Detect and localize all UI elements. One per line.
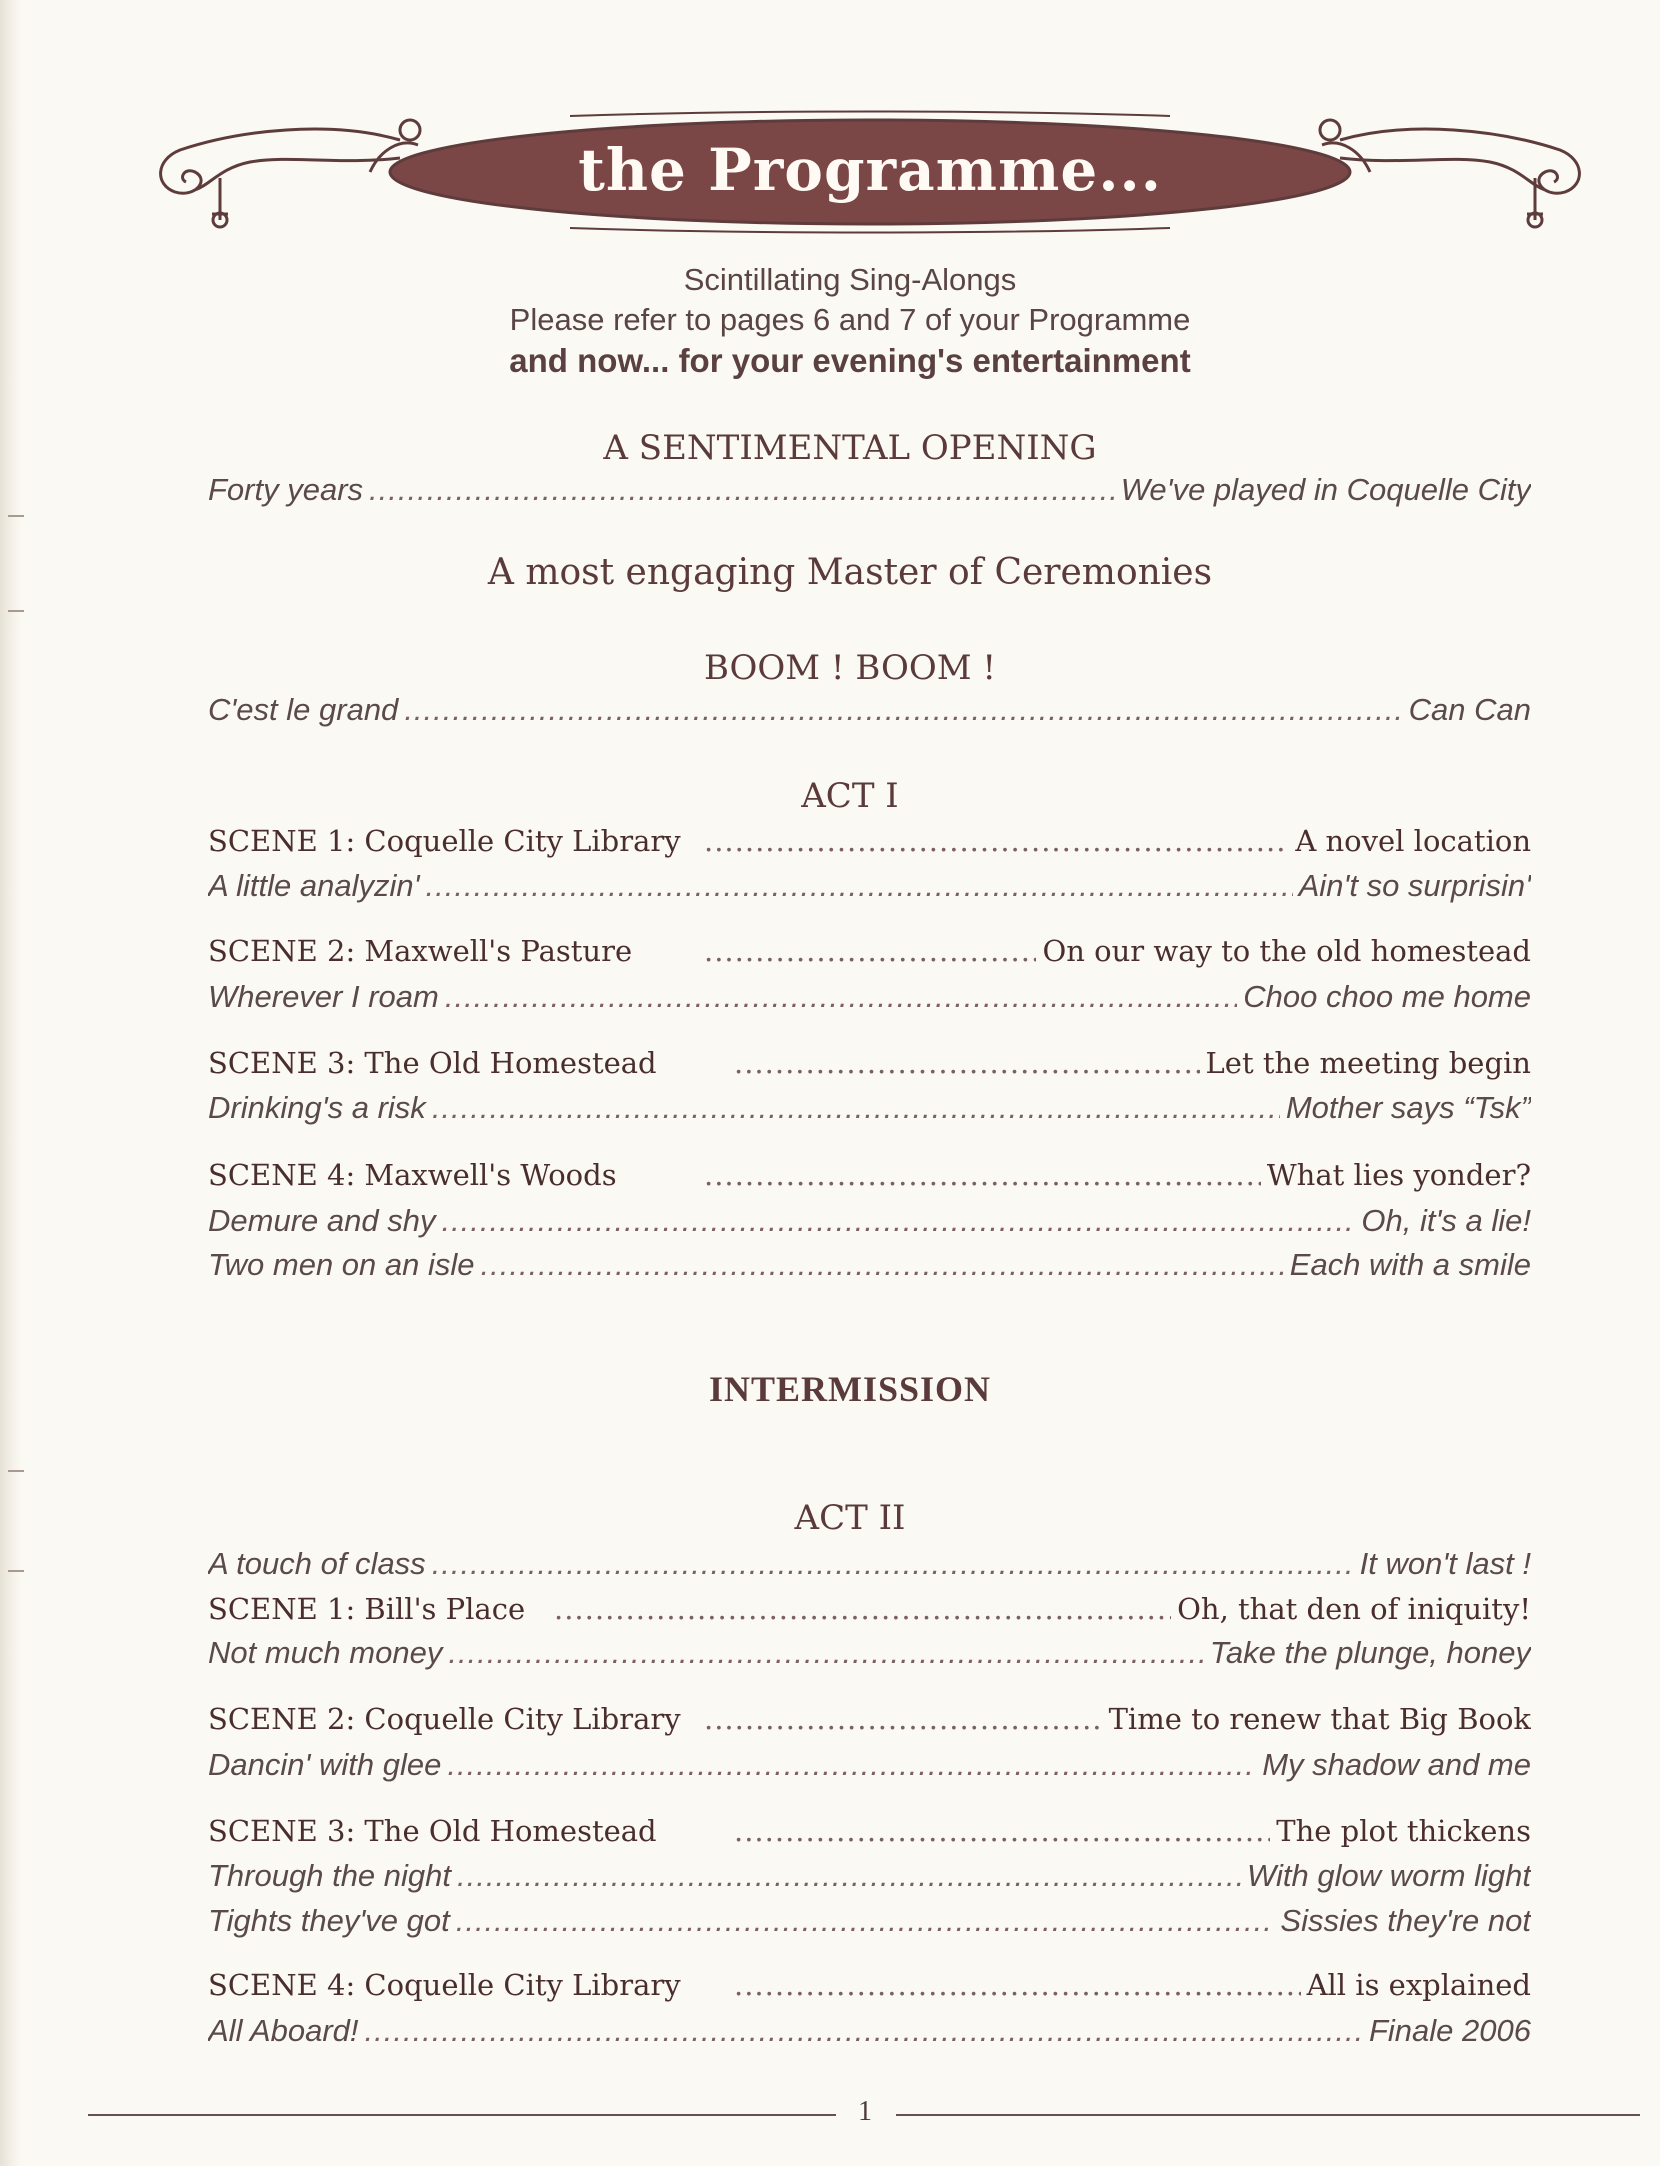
scene-label: SCENE 3: The Old Homestead	[208, 1046, 657, 1080]
song-tagline: We've played in Coquelle City	[1120, 472, 1531, 507]
song-tagline: Oh, it's a lie!	[1361, 1203, 1531, 1238]
song-row	[208, 1747, 1531, 1783]
song-row	[208, 2013, 1531, 2049]
song-title: Through the night	[208, 1858, 452, 1893]
leader-dots	[734, 1046, 1200, 1080]
song-row	[208, 1546, 1531, 1582]
leader-dots	[432, 1546, 1354, 1582]
scene-tagline: On our way to the old homestead	[1042, 934, 1531, 968]
song-title: Two men on an isle	[208, 1247, 475, 1282]
song-title: Not much money	[208, 1635, 443, 1670]
song-title: Demure and shy	[208, 1203, 436, 1238]
song-tagline: Can Can	[1408, 692, 1531, 727]
intro-line-page-reference: Please refer to pages 6 and 7 of your Programme	[509, 302, 1191, 337]
scene-label: SCENE 2: Coquelle City Library	[208, 1702, 681, 1736]
programme-title: the Programme...	[578, 136, 1162, 204]
song-tagline: With glow worm light	[1247, 1858, 1531, 1893]
song-title: C'est le grand	[208, 692, 399, 727]
song-tagline: Sissies they're not	[1280, 1903, 1531, 1938]
scene-tagline: What lies yonder?	[1266, 1158, 1531, 1192]
binding-mark	[8, 610, 24, 612]
section-heading-boom: BOOM ! BOOM !	[703, 648, 997, 688]
section-heading-mc: A most engaging Master of Ceremonies	[487, 552, 1213, 593]
scene-row	[208, 1814, 1531, 1848]
scene-label: SCENE 4: Coquelle City Library	[208, 1968, 681, 2002]
leader-dots	[734, 1814, 1270, 1848]
leader-dots	[404, 692, 1402, 728]
programme-banner	[150, 110, 1590, 240]
binding-mark	[8, 515, 24, 517]
leader-dots	[554, 1592, 1171, 1626]
scene-label: SCENE 2: Maxwell's Pasture	[208, 934, 633, 968]
intro-line-entertainment: and now... for your evening's entertainment	[509, 342, 1191, 379]
leader-dots	[704, 824, 1289, 858]
leader-dots	[447, 1747, 1256, 1783]
scene-row	[208, 1968, 1531, 2002]
song-title: Dancin' with glee	[208, 1747, 442, 1782]
page-binding-edge	[0, 0, 22, 2166]
song-row	[208, 692, 1531, 728]
song-title: A touch of class	[208, 1546, 426, 1581]
leader-dots	[704, 1702, 1103, 1736]
song-tagline: Finale 2006	[1368, 2013, 1531, 2048]
scene-row	[208, 1158, 1531, 1192]
song-row	[208, 868, 1531, 904]
act-heading-act-2: ACT II	[794, 1498, 906, 1538]
song-row	[208, 1903, 1531, 1939]
song-tagline: Mother says “Tsk”	[1285, 1090, 1531, 1125]
leader-dots	[704, 1158, 1261, 1192]
scene-row	[208, 824, 1531, 858]
song-tagline: Choo choo me home	[1243, 979, 1531, 1014]
leader-dots	[456, 1903, 1275, 1939]
song-title: Drinking's a risk	[208, 1090, 426, 1125]
song-row	[208, 1203, 1531, 1239]
leader-dots	[369, 472, 1115, 508]
song-row	[208, 979, 1531, 1015]
song-tagline: Take the plunge, honey	[1209, 1635, 1531, 1670]
song-tagline: It won't last !	[1359, 1546, 1531, 1581]
leader-dots	[432, 1090, 1280, 1126]
leader-dots	[441, 1203, 1355, 1239]
scene-tagline: A novel location	[1295, 824, 1531, 858]
scene-tagline: Let the meeting begin	[1205, 1046, 1531, 1080]
song-row	[208, 1247, 1531, 1283]
scene-tagline: Oh, that den of iniquity!	[1177, 1592, 1531, 1626]
scene-label: SCENE 4: Maxwell's Woods	[208, 1158, 617, 1192]
page-number: 1	[858, 2096, 872, 2127]
scene-row	[208, 934, 1531, 968]
leader-dots	[445, 979, 1237, 1015]
leader-dots	[704, 934, 1036, 968]
song-row	[208, 1090, 1531, 1126]
scene-row	[208, 1702, 1531, 1736]
section-heading-opening: A SENTIMENTAL OPENING	[603, 428, 1097, 468]
song-row	[208, 1858, 1531, 1894]
intro-line-singalongs: Scintillating Sing-Alongs	[683, 262, 1017, 297]
song-title: Wherever I roam	[208, 979, 439, 1014]
song-tagline: My shadow and me	[1262, 1747, 1531, 1782]
scene-tagline: Time to renew that Big Book	[1108, 1702, 1531, 1736]
binding-mark	[8, 1470, 24, 1472]
leader-dots	[734, 1968, 1301, 2002]
footer-rule-left	[88, 2114, 836, 2116]
leader-dots	[448, 1635, 1204, 1671]
song-row	[208, 472, 1531, 508]
song-tagline: Each with a smile	[1289, 1247, 1531, 1282]
leader-dots	[426, 868, 1293, 904]
song-row	[208, 1635, 1531, 1671]
song-title: Forty years	[208, 472, 364, 507]
scene-label: SCENE 3: The Old Homestead	[208, 1814, 657, 1848]
intermission-heading: INTERMISSION	[708, 1369, 992, 1409]
scene-row	[208, 1046, 1531, 1080]
song-title: All Aboard!	[208, 2013, 359, 2048]
footer-rule-right	[896, 2114, 1640, 2116]
scene-row	[208, 1592, 1531, 1626]
leader-dots	[365, 2013, 1363, 2049]
scene-tagline: All is explained	[1306, 1968, 1531, 2002]
scene-tagline: The plot thickens	[1276, 1814, 1531, 1848]
scene-label: SCENE 1: Coquelle City Library	[208, 824, 681, 858]
song-title: A little analyzin'	[208, 868, 420, 903]
scene-label: SCENE 1: Bill's Place	[208, 1592, 526, 1626]
leader-dots	[457, 1858, 1241, 1894]
leader-dots	[481, 1247, 1284, 1283]
song-title: Tights they've got	[208, 1903, 450, 1938]
act-heading-act-1: ACT I	[801, 776, 899, 816]
binding-mark	[8, 1570, 24, 1572]
song-tagline: Ain't so surprisin'	[1298, 868, 1531, 903]
